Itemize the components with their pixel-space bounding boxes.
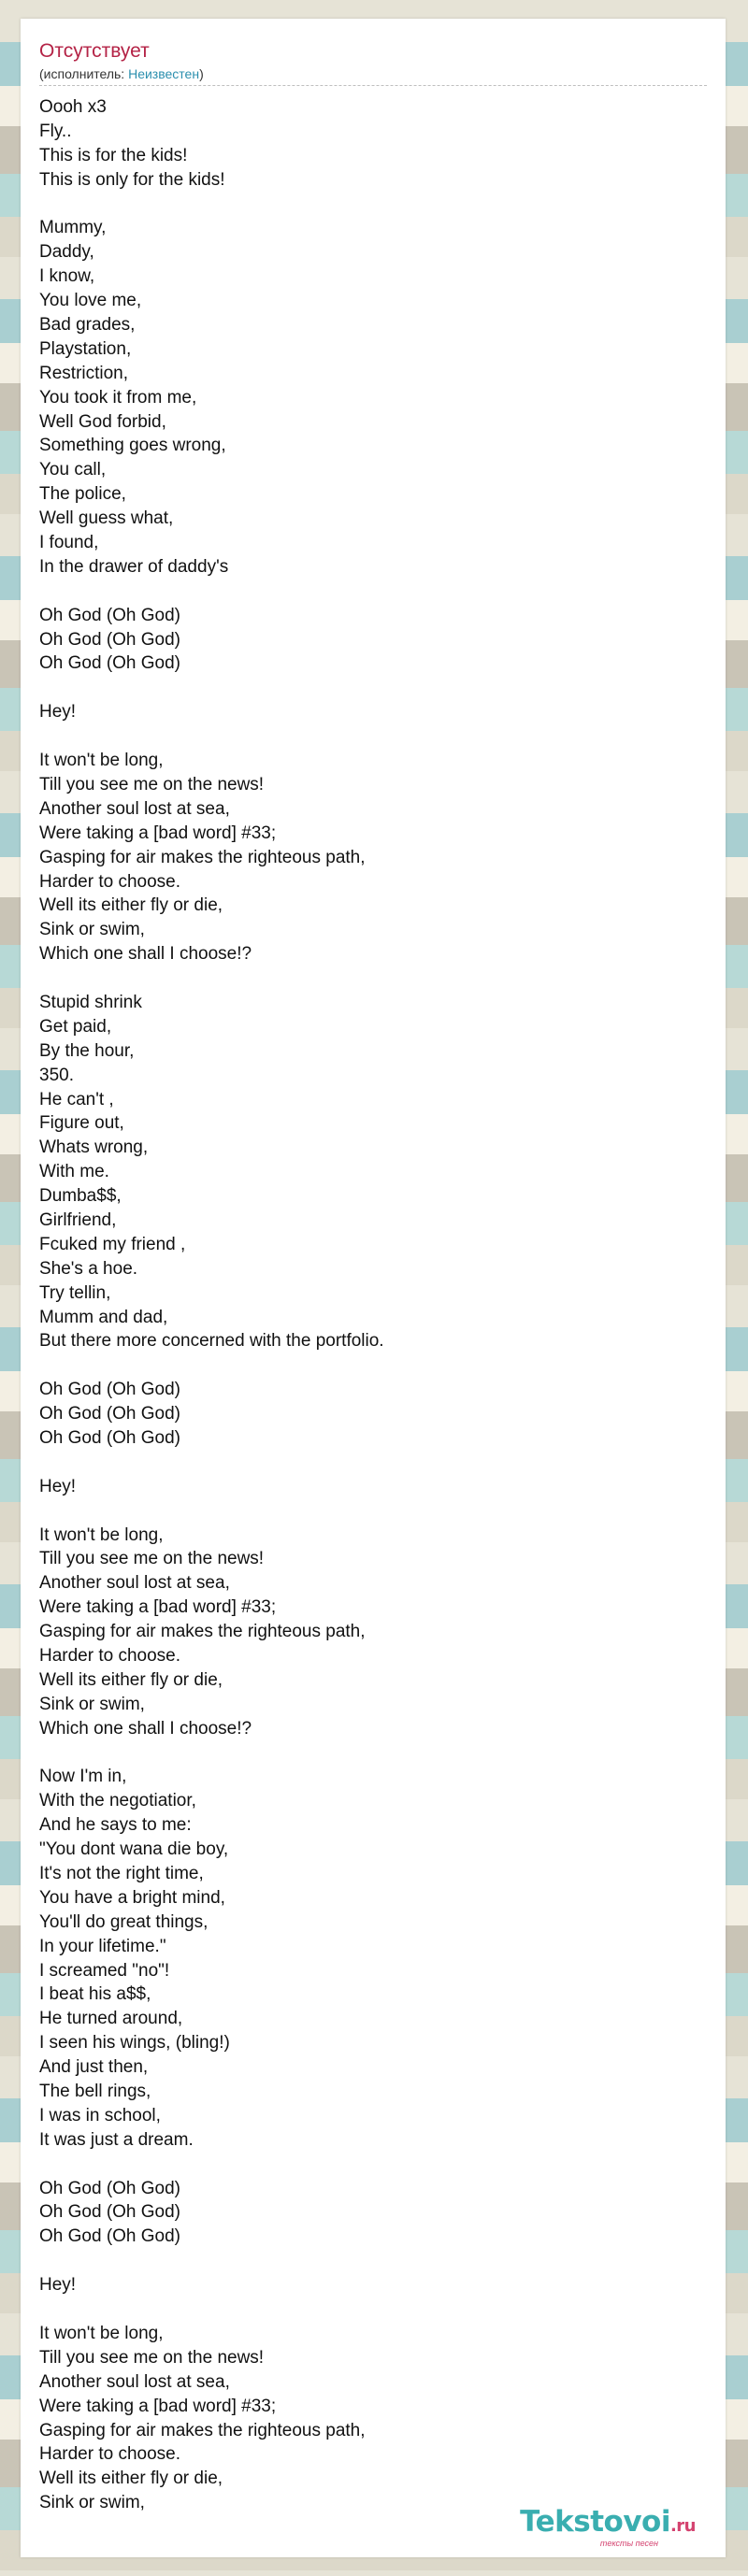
- lyric-line: I was in school,: [39, 2105, 161, 2125]
- lyric-line: Something goes wrong,: [39, 436, 226, 456]
- lyric-line: It won't be long,: [39, 1524, 164, 1545]
- lyric-blank-line: [39, 1499, 703, 1524]
- logo-tld: .ru: [669, 2516, 696, 2536]
- lyric-line: This is for the kids!: [39, 145, 188, 165]
- lyric-line: In your lifetime.": [39, 1936, 166, 1956]
- lyric-line: Hey!: [39, 2275, 77, 2296]
- lyric-line: "You dont wana die boy,: [39, 1839, 229, 1860]
- lyric-line: Another soul lost at sea,: [39, 798, 230, 819]
- song-title: Отсутствует: [39, 40, 150, 62]
- lyric-line: I beat his a$$,: [39, 1984, 151, 2005]
- lyric-line: Oh God (Oh God): [39, 2202, 181, 2223]
- lyric-line: The bell rings,: [39, 2082, 151, 2102]
- lyric-line: Mummy,: [39, 218, 107, 238]
- lyric-line: Oh God (Oh God): [39, 2178, 181, 2198]
- lyric-line: Were taking a [bad word] #33;: [39, 823, 277, 843]
- logo-name: Tekstovoi: [520, 2505, 670, 2539]
- lyric-line: Oh God (Oh God): [39, 1380, 181, 1400]
- lyric-line: Till you see me on the news!: [39, 774, 265, 794]
- lyric-blank-line: [39, 2249, 703, 2273]
- lyric-line: 350.: [39, 1065, 74, 1085]
- lyric-line: Daddy,: [39, 242, 94, 263]
- lyric-line: Well its either fly or die,: [39, 895, 223, 916]
- artist-line: [39, 65, 204, 82]
- header-divider: [39, 85, 707, 86]
- lyric-blank-line: [39, 1741, 703, 1766]
- lyric-blank-line: [39, 966, 703, 991]
- lyric-line: Stupid shrink: [39, 992, 142, 1012]
- lyric-line: Whats wrong,: [39, 1138, 149, 1158]
- lyric-line: You'll do great things,: [39, 1911, 209, 1932]
- lyric-line: Restriction,: [39, 363, 129, 383]
- lyric-line: Oh God (Oh God): [39, 1404, 181, 1424]
- lyric-line: Gasping for air makes the righteous path,: [39, 2420, 366, 2440]
- lyric-line: It won't be long,: [39, 751, 164, 771]
- lyric-line: Were taking a [bad word] #33;: [39, 2396, 277, 2416]
- lyric-line: Now I'm in,: [39, 1767, 127, 1787]
- lyric-line: Figure out,: [39, 1113, 124, 1134]
- artist-prefix: (исполнитель:: [39, 66, 129, 81]
- lyric-line: Oh God (Oh God): [39, 2226, 181, 2247]
- lyric-line: Oooh x3: [39, 97, 107, 117]
- lyric-line: You love me,: [39, 291, 142, 311]
- lyric-line: Try tellin,: [39, 1282, 111, 1303]
- lyric-line: Harder to choose.: [39, 2444, 181, 2465]
- logo-tagline: тексты песен: [599, 2539, 658, 2548]
- lyric-line: He can't ,: [39, 1089, 114, 1109]
- lyric-blank-line: [39, 1451, 703, 1475]
- lyric-line: Well its either fly or die,: [39, 2469, 223, 2489]
- lyric-line: Hey!: [39, 702, 77, 723]
- lyric-line: Girlfriend,: [39, 1209, 117, 1230]
- lyric-line: Get paid,: [39, 1016, 112, 1037]
- lyric-line: By the hour,: [39, 1040, 135, 1061]
- lyric-line: The police,: [39, 484, 126, 505]
- lyrics-page: [21, 19, 726, 2557]
- lyric-line: It's not the right time,: [39, 1864, 204, 1884]
- lyric-line: Well its either fly or die,: [39, 1669, 223, 1690]
- lyric-line: Another soul lost at sea,: [39, 1573, 230, 1594]
- site-logo[interactable]: [520, 2506, 696, 2548]
- lyric-line: I seen his wings, (bling!): [39, 2033, 230, 2054]
- lyric-line: I screamed "no"!: [39, 1960, 170, 1981]
- lyrics-text: [39, 95, 703, 2515]
- lyric-line: Playstation,: [39, 338, 132, 359]
- lyric-line: With the negotiatior,: [39, 1791, 196, 1811]
- lyric-line: Mumm and dad,: [39, 1307, 168, 1327]
- lyric-line: Oh God (Oh God): [39, 653, 181, 674]
- lyric-line: Oh God (Oh God): [39, 629, 181, 650]
- lyric-blank-line: [39, 193, 703, 217]
- lyric-line: She's a hoe.: [39, 1258, 138, 1279]
- lyric-blank-line: [39, 2297, 703, 2322]
- lyric-line: You have a bright mind,: [39, 1887, 225, 1908]
- lyric-line: Harder to choose.: [39, 871, 181, 892]
- lyric-line: But there more concerned with the portfolio.: [39, 1331, 384, 1352]
- lyric-blank-line: [39, 1353, 703, 1378]
- lyric-line: This is only for the kids!: [39, 169, 225, 190]
- lyric-blank-line: [39, 2153, 703, 2177]
- lyric-line: Hey!: [39, 1476, 77, 1496]
- artist-link[interactable]: Неизвестен: [128, 66, 200, 81]
- lyric-blank-line: [39, 580, 703, 604]
- lyric-line: With me.: [39, 1162, 109, 1182]
- lyric-line: Sink or swim,: [39, 2493, 145, 2513]
- lyric-line: Till you see me on the news!: [39, 2347, 265, 2368]
- lyric-line: Which one shall I choose!?: [39, 944, 252, 965]
- lyric-line: Fly..: [39, 121, 72, 141]
- lyric-line: Another soul lost at sea,: [39, 2371, 230, 2392]
- lyric-line: And just then,: [39, 2057, 149, 2078]
- lyric-line: He turned around,: [39, 2009, 183, 2029]
- lyric-line: Were taking a [bad word] #33;: [39, 1597, 277, 1618]
- lyric-line: Gasping for air makes the righteous path,: [39, 847, 366, 867]
- lyric-line: I found,: [39, 533, 99, 553]
- lyric-line: You took it from me,: [39, 387, 197, 408]
- lyric-line: Well God forbid,: [39, 411, 166, 432]
- lyric-line: Well guess what,: [39, 508, 174, 529]
- lyric-line: You call,: [39, 460, 107, 480]
- artist-suffix: ): [199, 66, 204, 81]
- lyric-line: Dumba$$,: [39, 1186, 122, 1207]
- lyric-line: Fcuked my friend ,: [39, 1234, 186, 1254]
- lyric-line: Sink or swim,: [39, 1694, 145, 1714]
- lyric-line: And he says to me:: [39, 1815, 192, 1836]
- lyric-line: Oh God (Oh God): [39, 1427, 181, 1448]
- lyric-line: It won't be long,: [39, 2323, 164, 2343]
- lyric-line: I know,: [39, 266, 95, 287]
- lyric-line: In the drawer of daddy's: [39, 556, 229, 577]
- lyric-line: Which one shall I choose!?: [39, 1718, 252, 1739]
- lyric-line: Gasping for air makes the righteous path,: [39, 1622, 366, 1642]
- lyric-line: Oh God (Oh God): [39, 605, 181, 625]
- lyric-line: Bad grades,: [39, 315, 136, 336]
- lyric-line: Sink or swim,: [39, 920, 145, 940]
- lyric-line: It was just a dream.: [39, 2129, 194, 2150]
- lyric-line: Till you see me on the news!: [39, 1549, 265, 1569]
- lyric-line: Harder to choose.: [39, 1646, 181, 1666]
- lyric-blank-line: [39, 676, 703, 700]
- lyric-blank-line: [39, 724, 703, 749]
